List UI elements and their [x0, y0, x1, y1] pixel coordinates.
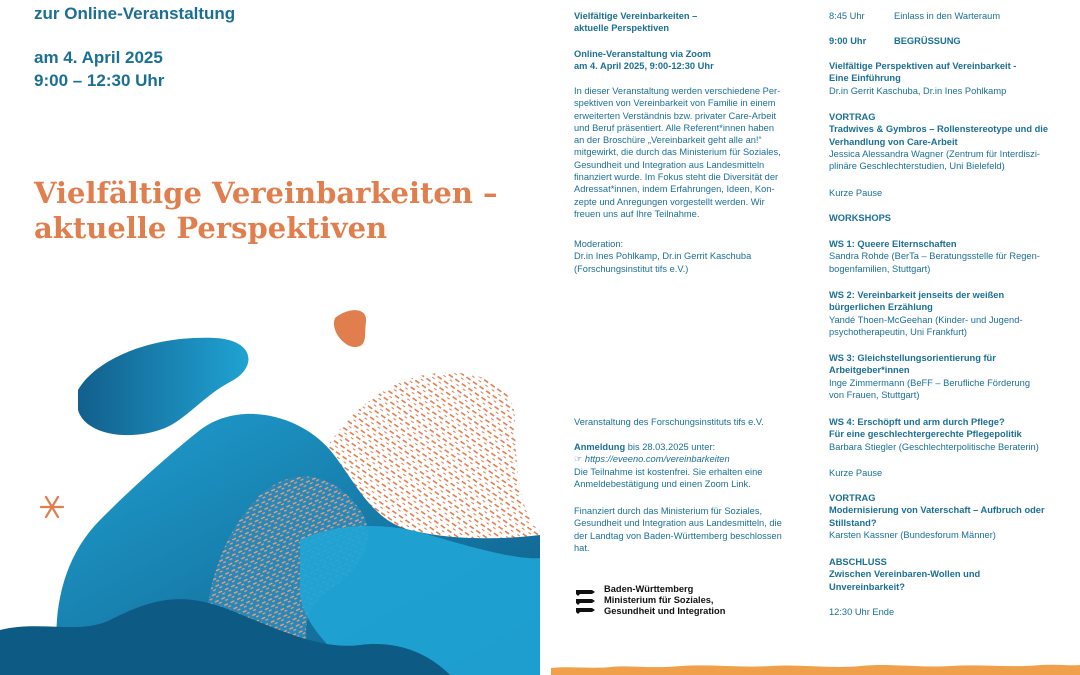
event-description	[574, 85, 806, 220]
info-title-line-2: aktuelle Perspektiven	[574, 23, 670, 34]
title-line-2: aktuelle Perspektiven	[34, 211, 388, 245]
workshop-speaker: von Frauen, Stuttgart)	[829, 389, 920, 400]
program-closing	[829, 556, 1069, 593]
arrival-time: 8:45 Uhr	[829, 11, 865, 21]
logo-text	[604, 584, 725, 617]
program-break-2: Kurze Pause	[829, 468, 883, 478]
workshop-title: Arbeitgeber*innen	[829, 365, 910, 376]
description-line: freuen uns auf Ihre Teilnahme.	[574, 208, 700, 219]
funding-line: der Landtag von Baden-Württemberg beschlossen	[574, 530, 782, 541]
program-talk-2	[829, 492, 1069, 541]
description-line: Adressat*innen, indem Erfahrungen, Ideen, Kon-	[574, 184, 775, 195]
workshop-title: Für eine geschlechtergerechte Pflegepolitik	[829, 429, 1022, 440]
abstract-artwork	[0, 290, 540, 675]
description-line: erweiterten Verständnis bzw. privater Care-Arbeit	[574, 110, 777, 121]
funding-line: Gesundheit und Integration aus Landesmitteln, die	[574, 518, 782, 529]
talk-speaker: Karsten Kassner (Bundesforum Männer)	[829, 529, 996, 540]
program-ws-1	[829, 238, 1069, 275]
zoom-line-2: am 4. April 2025, 9:00-12:30 Uhr	[574, 61, 714, 72]
workshop-title: WS 3: Gleichstellungsorientierung für	[829, 353, 996, 363]
workshop-title: WS 2: Vereinbarkeit jenseits der weißen	[829, 290, 1005, 300]
intro-title: Vielfältige Perspektiven auf Vereinbarkeit -	[829, 61, 1017, 71]
program-intro	[829, 60, 1069, 97]
event-time: 9:00 – 12:30 Uhr	[34, 71, 165, 90]
description-line: Gesundheit und Integration aus Landesmitteln	[574, 159, 765, 170]
program-talk-1	[829, 111, 1069, 172]
registration-label: Anmeldung	[574, 442, 626, 452]
workshop-speaker: Barbara Stiegler (Geschlechterpolitische Beraterin)	[829, 441, 1039, 452]
workshop-speaker: Yandé Thoen-McGeehan (Kinder- und Jugend-	[829, 314, 1023, 325]
organizer-text: Veranstaltung des Forschungsinstituts tifs e.V.	[574, 417, 764, 427]
talk-title: Tradwives & Gymbros – Rollenstereotype und die	[829, 124, 1049, 135]
talk-title: Verhandlung von Care-Arbeit	[829, 136, 958, 147]
program-arrival	[829, 10, 1069, 22]
workshop-speaker: Sandra Rohde (BerTa – Beratungsstelle für Regen-	[829, 251, 1040, 262]
registration-deadline: bis 28.03.2025 unter:	[625, 442, 716, 452]
program-ws-3	[829, 352, 1069, 401]
workshop-title: bürgerlichen Erzählung	[829, 302, 933, 313]
intro-text: zur Online-Veranstaltung	[34, 4, 236, 23]
info-title	[574, 10, 804, 35]
lion-emblem-icon	[574, 586, 598, 616]
workshop-speaker: bogenfamilien, Stuttgart)	[829, 263, 931, 274]
zoom-line-1: Online-Veranstaltung via Zoom	[574, 49, 711, 59]
description-line: mitgewirkt, die durch das Ministerium für Soziales,	[574, 147, 781, 158]
moderation-names: Dr.in Ines Pohlkamp, Dr.in Gerrit Kaschuba	[574, 251, 752, 262]
talk-speaker: Jessica Alessandra Wagner (Zentrum für Interdiszi-	[829, 148, 1040, 159]
description-line: an der Broschüre „Vereinbarkeit geht alle an!“	[574, 135, 762, 146]
program-ws-2	[829, 289, 1069, 338]
description-line: und Beruf präsentiert. Alle Referent*innen haben	[574, 122, 775, 133]
program-workshops-label: WORKSHOPS	[829, 213, 891, 223]
moderation-block	[574, 238, 804, 275]
closing-title: Unvereinbarkeit?	[829, 581, 905, 592]
workshop-speaker: Inge Zimmermann (BeFF – Berufliche Förderung	[829, 377, 1030, 388]
description-line: spektiven von Vereinbarkeit von Familie in einem	[574, 98, 776, 109]
logo-line: Ministerium für Soziales,	[604, 595, 714, 605]
moderation-label: Moderation:	[574, 239, 624, 249]
logo-line: Baden-Württemberg	[604, 584, 694, 594]
intro-title: Eine Einführung	[829, 73, 901, 84]
arrival-text: Einlass in den Warteraum	[894, 11, 1001, 21]
ministry-logo	[574, 584, 804, 620]
registration-block	[574, 441, 806, 490]
closing-title: Zwischen Vereinbaren-Wollen und	[829, 569, 981, 580]
intro-speakers: Dr.in Gerrit Kaschuba, Dr.in Ines Pohlkamp	[829, 85, 1007, 96]
workshop-speaker: psychotherapeutin, Uni Frankfurt)	[829, 326, 967, 337]
welcome-text: BEGRÜSSUNG	[894, 36, 961, 46]
logo-line: Gesundheit und Integration	[604, 606, 726, 616]
funding-line: Finanziert durch das Ministerium für Soziales,	[574, 506, 763, 516]
page-title	[34, 176, 498, 246]
registration-link[interactable]: ☞ https://eveeno.com/vereinbarkeiten	[574, 454, 730, 465]
talk-speaker: plinäre Geschlechterstudien, Uni Bielefeld)	[829, 161, 1005, 172]
workshop-title: WS 1: Queere Elternschaften	[829, 239, 957, 249]
orange-brush-strip	[551, 660, 1080, 675]
description-line: finanziert wurde. Im Fokus steht die Diversität der	[574, 172, 779, 183]
registration-info: Anmeldebestätigung und einen Zoom Link.	[574, 478, 751, 489]
title-line-1: Vielfältige Vereinbarkeiten –	[34, 176, 498, 210]
event-date: am 4. April 2025	[34, 48, 163, 67]
zoom-info	[574, 48, 804, 73]
moderation-org: (Forschungsinstitut tifs e.V.)	[574, 263, 689, 274]
talk-title: Stillstand?	[829, 517, 877, 528]
funding-line: hat.	[574, 542, 590, 553]
program-end: 12:30 Uhr Ende	[829, 607, 895, 617]
registration-info: Die Teilnahme ist kostenfrei. Sie erhalten eine	[574, 466, 763, 477]
talk-label: VORTRAG	[829, 112, 876, 122]
talk-title: Modernisierung von Vaterschaft – Aufbruch oder	[829, 505, 1045, 516]
program-welcome	[829, 35, 1069, 47]
funding-note	[574, 505, 806, 554]
description-line: zepte und Anregungen vorgestellt werden. Wir	[574, 196, 765, 207]
program-break-1: Kurze Pause	[829, 188, 883, 198]
description-line: In dieser Veranstaltung werden verschiedene Per-	[574, 86, 781, 96]
talk-label: VORTRAG	[829, 493, 876, 503]
closing-label: ABSCHLUSS	[829, 557, 887, 567]
program-ws-4	[829, 416, 1069, 453]
welcome-time: 9:00 Uhr	[829, 36, 867, 46]
info-title-line-1: Vielfältige Vereinbarkeiten –	[574, 11, 698, 21]
workshop-title: WS 4: Erschöpft und arm durch Pflege?	[829, 417, 1005, 427]
